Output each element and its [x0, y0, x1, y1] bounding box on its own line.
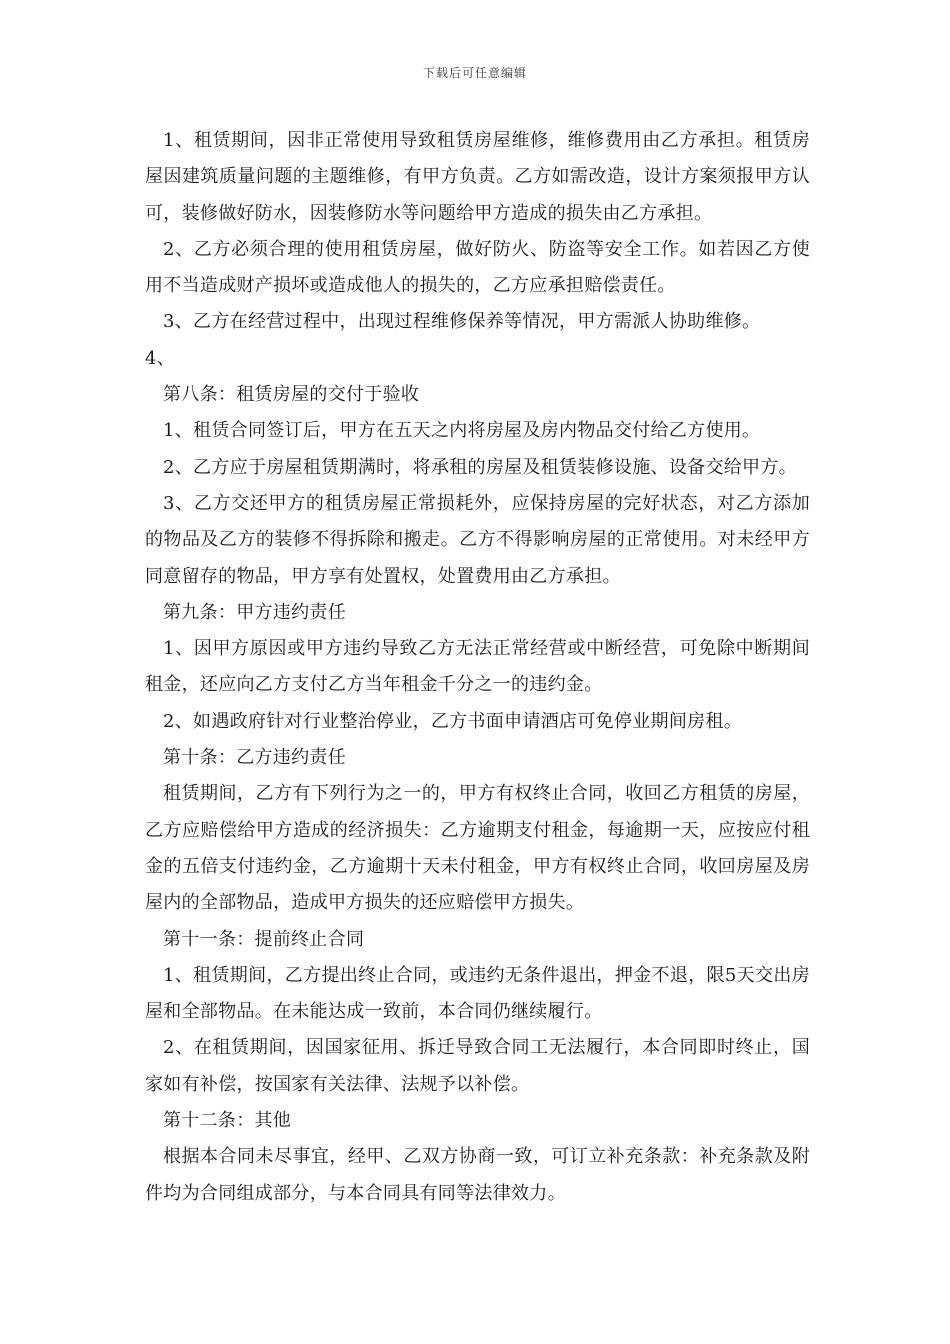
clause-paragraph: 1、租赁期间，因非正常使用导致租赁房屋维修，维修费用由乙方承担。租赁房屋因建筑质量问题的主题维修，有甲方负责。乙方如需改造，设计方案须报甲方认可，装修做好防水，因装修防水等问题给甲方造成的损失由乙方承担。	[145, 130, 810, 224]
article-heading: 第十一条：提前终止合同	[163, 928, 365, 950]
clause-paragraph: 2、在租赁期间，因国家征用、拆迁导致合同工无法履行，本合同即时终止，国家如有补偿，按国家有关法律、法规予以补偿。	[145, 1037, 810, 1095]
article-heading: 第十条：乙方违约责任	[163, 747, 346, 769]
article-heading: 第八条：租赁房屋的交付于验收	[163, 384, 420, 406]
clause-paragraph: 4、	[145, 347, 176, 369]
clause-paragraph: 3、乙方在经营过程中，出现过程维修保养等情况，甲方需派人协助维修。	[163, 311, 761, 333]
clause-paragraph: 1、租赁期间，乙方提出终止合同，或违约无条件退出，押金不退，限5天交出房屋和全部物品。在未能达成一致前，本合同仍继续履行。	[145, 964, 810, 1023]
clause-paragraph: 2、乙方应于房屋租赁期满时，将承租的房屋及租赁装修设施、设备交给甲方。	[163, 456, 797, 478]
clause-paragraph: 1、因甲方原因或甲方违约导致乙方无法正常经营或中断经营，可免除中断期间租金，还应向乙方支付乙方当年租金千分之一的违约金。	[145, 638, 810, 696]
article-heading: 第九条：甲方违约责任	[163, 601, 346, 623]
article-heading: 第十二条：其他	[163, 1110, 292, 1132]
clause-paragraph: 1、租赁合同签订后，甲方在五天之内将房屋及房内物品交付给乙方使用。	[163, 420, 761, 442]
page-header: 下载后可任意编辑	[422, 66, 527, 80]
clause-paragraph: 2、乙方必须合理的使用租赁房屋，做好防火、防盗等安全工作。如若因乙方使用不当造成财产损坏或造成他人的损失的，乙方应承担赔偿责任。	[145, 238, 810, 297]
clause-paragraph: 3、乙方交还甲方的租赁房屋正常损耗外，应保持房屋的完好状态，对乙方添加的物品及乙方的装修不得拆除和搬走。乙方不得影响房屋的正常使用。对未经甲方同意留存的物品，甲方享有处置权，处置费用由乙方承担。	[145, 492, 810, 587]
document-body	[145, 123, 810, 1212]
clause-paragraph: 租赁期间，乙方有下列行为之一的，甲方有权终止合同，收回乙方租赁的房屋，乙方应赔偿给甲方造成的经济损失：乙方逾期支付租金，每逾期一天，应按应付租金的五倍支付违约金，乙方逾期十天未付租金，甲方有权终止合同，收回房屋及房屋内的全部物品，造成甲方损失的还应赔偿甲方损失。	[145, 783, 810, 914]
clause-paragraph: 2、如遇政府针对行业整治停业，乙方书面申请酒店可免停业期间房租。	[163, 710, 743, 732]
clause-paragraph: 根据本合同未尽事宜，经甲、乙双方协商一致，可订立补充条款：补充条款及附件均为合同组成部分，与本合同具有同等法律效力。	[145, 1146, 810, 1204]
